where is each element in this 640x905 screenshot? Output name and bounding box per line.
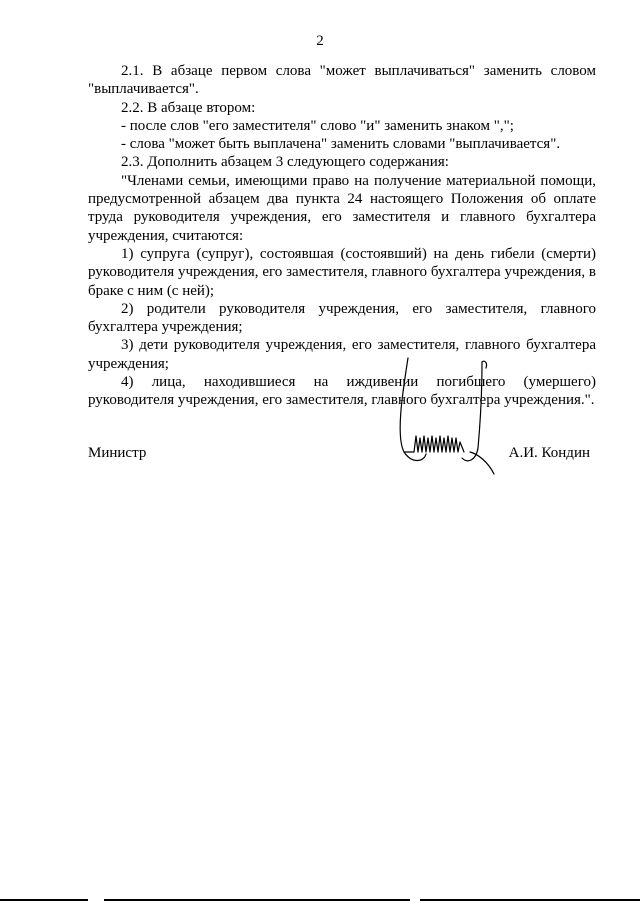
list-item-2: 2) родители руководителя учреждения, его заместителя, главного бухгалтера учреждения;: [88, 300, 596, 336]
signatory-name: А.И. Кондин: [508, 445, 590, 461]
list-item-4: 4) лица, находившиеся на иждивении погибшего (умершего) руководителя учреждения, его заместителя, главного бухгалтера учреждения.".: [88, 374, 596, 409]
paragraph-family-members: "Членами семьи, имеющими право на получение материальной помощи, предусмотренной абзацем два пункта 24 настоящего Положения об оплате труда руководителя учреждения, его заместителя и главного бухгалтера учреждения, считаются:: [88, 172, 596, 244]
bottom-rule-right: [420, 899, 640, 901]
paragraph-2-1: 2.1. В абзаце первом слова "может выплачиваться" заменить словом "выплачивается".: [88, 63, 596, 98]
handwritten-signature: [378, 356, 508, 480]
paragraph-2-2: 2.2. В абзаце втором:: [121, 99, 256, 116]
page-number: 2: [316, 33, 324, 49]
document-body: [88, 62, 596, 410]
paragraph-2-2-item-2: - слова "может быть выплачена" заменить словами "выплачивается".: [121, 136, 561, 153]
paragraph-2-2-item-1: - после слов "его заместителя" слово "и" заменить знаком ",";: [121, 117, 514, 134]
paragraph-2-3: 2.3. Дополнить абзацем 3 следующего содержания:: [121, 154, 449, 171]
bottom-rule-center: [104, 899, 410, 901]
signatory-title: Министр: [88, 445, 147, 461]
list-item-3: 3) дети руководителя учреждения, его заместителя, главного бухгалтера учреждения;: [88, 337, 596, 372]
signature-block: [88, 444, 596, 464]
list-item-1: 1) супруга (супруг), состоявшая (состоявший) на день гибели (смерти) руководителя учреждения, его заместителя, главного бухгалтера учреждения, в браке с ним (с ней);: [88, 245, 596, 299]
bottom-rule-left: [0, 899, 88, 901]
